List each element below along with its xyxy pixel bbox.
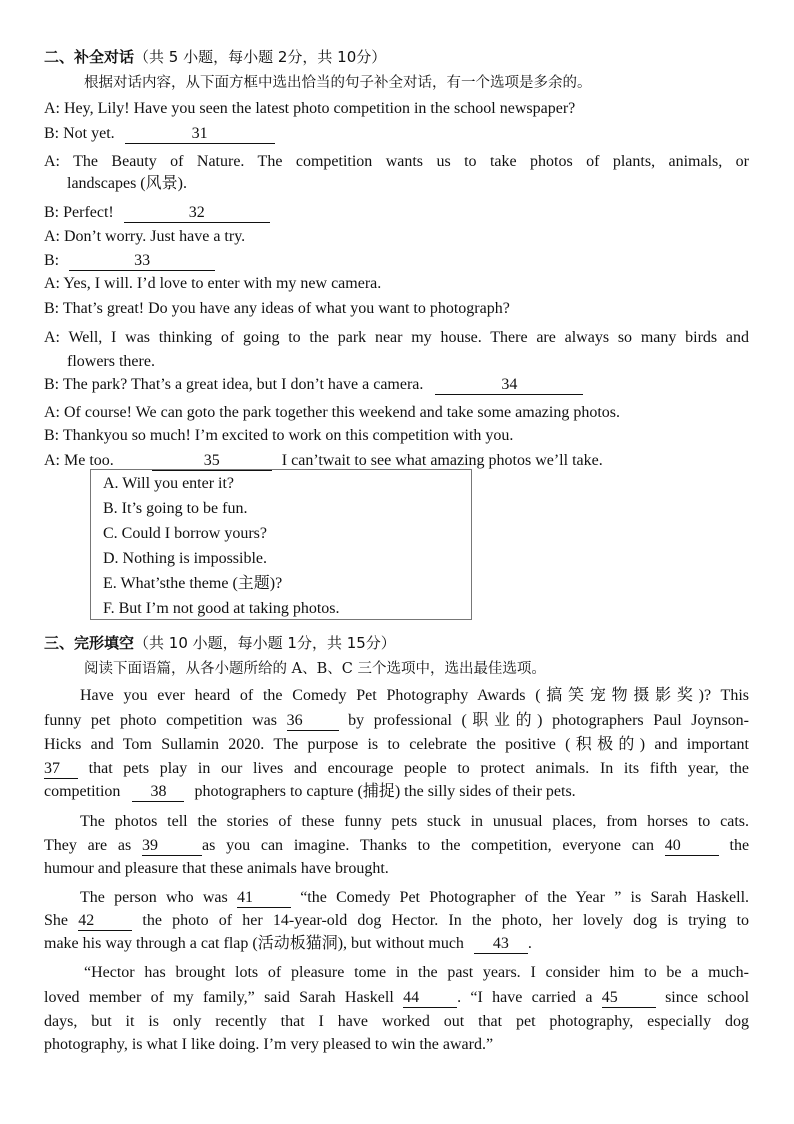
- answer-blank-44[interactable]: 44: [403, 989, 457, 1008]
- dialogue-line-cont: flowers there.: [67, 353, 155, 370]
- passage-line: “Hector has brought lots of pleasure tome in the past years. I consider him to be a much-: [84, 964, 749, 981]
- option-b: B. It’s going to be fun.: [103, 500, 248, 517]
- section3-instruction: 阅读下面语篇，从各小题所给的 A、B、C 三个选项中，选出最佳选项。: [84, 661, 546, 677]
- passage-text: that pets play in our lives and encourage people to protect animals. In its fifth year, the: [88, 760, 749, 777]
- dialogue-line: A: Don’t worry. Just have a try.: [44, 228, 246, 245]
- dialogue-line: A: The Beauty of Nature. The competition wants us to take photos of plants, animals, or: [44, 153, 749, 170]
- answer-blank-31[interactable]: 31: [125, 125, 275, 144]
- passage-text: .: [527, 935, 532, 952]
- answer-blank-39[interactable]: 39: [142, 837, 202, 856]
- answer-blank-38[interactable]: 38: [132, 783, 184, 802]
- answer-blank-43[interactable]: 43: [474, 935, 528, 954]
- passage-text: competition: [44, 783, 121, 800]
- dialogue-line: [44, 124, 275, 144]
- passage-line: humour and pleasure that these animals have brought.: [44, 860, 389, 877]
- option-c: C. Could I borrow yours?: [103, 525, 267, 542]
- dialogue-text: B: The park? That’s a great idea, but I don’t have a camera.: [44, 376, 424, 393]
- option-e: E. What’sthe theme (主题)?: [103, 575, 283, 592]
- section3-title-note: （共 10 小题，每小题 1分，共 15分）: [134, 634, 396, 652]
- passage-text: The person who was: [80, 889, 228, 906]
- passage-text: the: [729, 837, 750, 854]
- passage-line: [44, 759, 749, 779]
- dialogue-line: [44, 203, 270, 223]
- passage-text: since school: [665, 989, 750, 1006]
- dialogue-line: B: That’s great! Do you have any ideas of what you want to photograph?: [44, 300, 510, 317]
- passage-line: [44, 711, 749, 731]
- option-a: A. Will you enter it?: [103, 475, 235, 492]
- dialogue-line: [44, 251, 215, 271]
- answer-blank-41[interactable]: 41: [237, 889, 291, 908]
- section2-title: 二、补全对话: [44, 48, 135, 66]
- passage-line: [44, 934, 532, 954]
- answer-blank-36[interactable]: 36: [287, 712, 339, 731]
- options-box: [90, 469, 472, 620]
- passage-line: [44, 836, 749, 856]
- passage-line: [44, 782, 576, 802]
- section2-instruction: 根据对话内容，从下面方框中选出恰当的句子补全对话，有一个选项是多余的。: [84, 75, 592, 91]
- dialogue-text: A: Me too.: [44, 452, 114, 469]
- passage-line: [44, 911, 749, 931]
- dialogue-line: B: Thankyou so much! I’m excited to work on this competition with you.: [44, 427, 514, 444]
- passage-text: make his way through a cat flap (活动板猫洞), but without much: [44, 935, 464, 952]
- option-d: D. Nothing is impossible.: [103, 550, 268, 567]
- passage-text: “the Comedy Pet Photographer of the Year ” is Sarah Haskell.: [300, 889, 750, 906]
- answer-blank-40[interactable]: 40: [665, 837, 719, 856]
- passage-text: . “I have carried a: [457, 989, 593, 1006]
- passage-text: loved member of my family,” said Sarah Haskell: [44, 989, 394, 1006]
- section3-heading: [44, 633, 396, 653]
- passage-line: days, but it is only recently that I have worked out that pet photography, especially dog: [44, 1013, 749, 1030]
- passage-line: Hicks and Tom Sullamin 2020. The purpose is to celebrate the positive (积极的) and important: [44, 736, 749, 753]
- section2-heading: [44, 47, 386, 67]
- dialogue-line: [44, 451, 603, 471]
- passage-line: photography, is what I like doing. I’m very pleased to win the award.”: [44, 1036, 494, 1053]
- passage-line: [44, 988, 749, 1008]
- passage-line: The photos tell the stories of these funny pets stuck in unusual places, from horses to cats.: [80, 813, 749, 830]
- dialogue-line: A: Hey, Lily! Have you seen the latest photo competition in the school newspaper?: [44, 100, 576, 117]
- passage-line: [80, 888, 749, 908]
- dialogue-line-cont: landscapes (风景).: [67, 175, 187, 192]
- passage-text: She: [44, 912, 68, 929]
- dialogue-line: A: Of course! We can goto the park together this weekend and take some amazing photos.: [44, 404, 621, 421]
- dialogue-line: [44, 375, 583, 395]
- passage-text: funny pet photo competition was: [44, 712, 277, 729]
- answer-blank-34[interactable]: 34: [435, 376, 583, 395]
- answer-blank-42[interactable]: 42: [78, 912, 132, 931]
- answer-blank-33[interactable]: 33: [69, 252, 215, 271]
- option-f: F. But I’m not good at taking photos.: [103, 600, 340, 617]
- answer-blank-45[interactable]: 45: [602, 989, 656, 1008]
- dialogue-text: B: Perfect!: [44, 204, 114, 221]
- section2-title-note: （共 5 小题，每小题 2分，共 10分）: [134, 48, 387, 66]
- dialogue-text: I can’twait to see what amazing photos we’ll take.: [281, 452, 603, 469]
- passage-text: the photo of her 14-year-old dog Hector. In the photo, her lovely dog is trying to: [142, 912, 750, 929]
- dialogue-line: A: Yes, I will. I’d love to enter with my new camera.: [44, 275, 382, 292]
- answer-blank-37[interactable]: 37: [44, 760, 78, 779]
- dialogue-text: B:: [44, 252, 60, 269]
- passage-text: as you can imagine. Thanks to the competition, everyone can: [202, 837, 654, 854]
- passage-text: by professional (职业的) photographers Paul Joynson-: [348, 712, 750, 729]
- dialogue-line: A: Well, I was thinking of going to the park near my house. There are always so many birds and: [44, 329, 749, 346]
- answer-blank-35[interactable]: 35: [152, 452, 272, 471]
- section3-title: 三、完形填空: [44, 634, 135, 652]
- passage-text: They are as: [44, 837, 132, 854]
- passage-line: Have you ever heard of the Comedy Pet Photography Awards (搞笑宠物摄影奖)? This: [80, 687, 749, 704]
- dialogue-text: B: Not yet.: [44, 125, 115, 142]
- passage-text: photographers to capture (捕捉) the silly sides of their pets.: [194, 783, 576, 800]
- answer-blank-32[interactable]: 32: [124, 204, 270, 223]
